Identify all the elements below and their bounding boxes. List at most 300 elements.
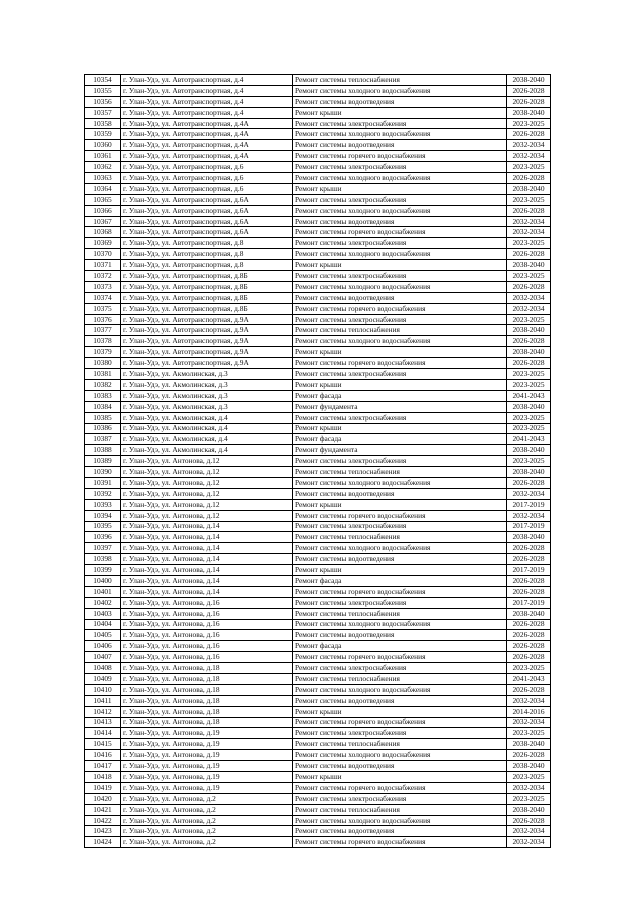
repair-schedule-table: [84, 74, 551, 848]
period-cell: 2041-2043: [507, 390, 551, 401]
address-cell: г. Улан-Удэ, ул. Автотранспортная, д.4А: [121, 118, 293, 129]
address-cell: г. Улан-Удэ, ул. Антонова, д.12: [121, 477, 293, 488]
row-number: 10394: [85, 510, 121, 521]
work-type-cell: Ремонт крыши: [293, 772, 507, 783]
period-cell: 2026-2028: [507, 205, 551, 216]
work-type-cell: Ремонт системы горячего водоснабжения: [293, 358, 507, 369]
table-row: [85, 521, 551, 532]
address-cell: г. Улан-Удэ, ул. Антонова, д.14: [121, 575, 293, 586]
row-number: 10361: [85, 151, 121, 162]
row-number: 10404: [85, 619, 121, 630]
table-row: [85, 434, 551, 445]
row-number: 10402: [85, 597, 121, 608]
row-number: 10398: [85, 554, 121, 565]
address-cell: г. Улан-Удэ, ул. Автотранспортная, д.8: [121, 249, 293, 260]
work-type-cell: Ремонт системы электроснабжения: [293, 793, 507, 804]
row-number: 10396: [85, 532, 121, 543]
table-row: [85, 194, 551, 205]
address-cell: г. Улан-Удэ, ул. Акмолинская, д.4: [121, 434, 293, 445]
table-row: [85, 684, 551, 695]
work-type-cell: Ремонт системы горячего водоснабжения: [293, 227, 507, 238]
work-type-cell: Ремонт крыши: [293, 183, 507, 194]
address-cell: г. Улан-Удэ, ул. Антонова, д.2: [121, 837, 293, 848]
work-type-cell: Ремонт системы горячего водоснабжения: [293, 837, 507, 848]
table-row: [85, 107, 551, 118]
table-row: [85, 739, 551, 750]
work-type-cell: Ремонт системы холодного водоснабжения: [293, 336, 507, 347]
address-cell: г. Улан-Удэ, ул. Акмолинская, д.4: [121, 445, 293, 456]
row-number: 10370: [85, 249, 121, 260]
period-cell: 2026-2028: [507, 129, 551, 140]
table-row: [85, 205, 551, 216]
row-number: 10381: [85, 369, 121, 380]
work-type-cell: Ремонт системы холодного водоснабжения: [293, 249, 507, 260]
row-number: 10356: [85, 96, 121, 107]
period-cell: 2038-2040: [507, 532, 551, 543]
table-row: [85, 358, 551, 369]
row-number: 10369: [85, 238, 121, 249]
table-row: [85, 608, 551, 619]
row-number: 10418: [85, 772, 121, 783]
period-cell: 2026-2028: [507, 684, 551, 695]
address-cell: г. Улан-Удэ, ул. Акмолинская, д.3: [121, 401, 293, 412]
address-cell: г. Улан-Удэ, ул. Антонова, д.16: [121, 597, 293, 608]
work-type-cell: Ремонт системы водоотведения: [293, 96, 507, 107]
table-row: [85, 815, 551, 826]
table-row: [85, 782, 551, 793]
address-cell: г. Улан-Удэ, ул. Автотранспортная, д.4А: [121, 129, 293, 140]
work-type-cell: Ремонт системы электроснабжения: [293, 663, 507, 674]
row-number: 10357: [85, 107, 121, 118]
address-cell: г. Улан-Удэ, ул. Антонова, д.2: [121, 804, 293, 815]
work-type-cell: Ремонт системы теплоснабжения: [293, 673, 507, 684]
row-number: 10417: [85, 761, 121, 772]
row-number: 10365: [85, 194, 121, 205]
table-row: [85, 96, 551, 107]
table-row: [85, 499, 551, 510]
work-type-cell: Ремонт системы электроснабжения: [293, 597, 507, 608]
table-row: [85, 423, 551, 434]
address-cell: г. Улан-Удэ, ул. Автотранспортная, д.9А: [121, 347, 293, 358]
period-cell: 2026-2028: [507, 85, 551, 96]
address-cell: г. Улан-Удэ, ул. Антонова, д.16: [121, 652, 293, 663]
address-cell: г. Улан-Удэ, ул. Автотранспортная, д.9А: [121, 325, 293, 336]
table-row: [85, 532, 551, 543]
period-cell: 2026-2028: [507, 750, 551, 761]
row-number: 10376: [85, 314, 121, 325]
row-number: 10368: [85, 227, 121, 238]
table-row: [85, 826, 551, 837]
address-cell: г. Улан-Удэ, ул. Автотранспортная, д.6А: [121, 205, 293, 216]
period-cell: 2038-2040: [507, 445, 551, 456]
address-cell: г. Улан-Удэ, ул. Автотранспортная, д.6А: [121, 216, 293, 227]
address-cell: г. Улан-Удэ, ул. Антонова, д.2: [121, 826, 293, 837]
table-row: [85, 554, 551, 565]
row-number: 10415: [85, 739, 121, 750]
row-number: 10422: [85, 815, 121, 826]
row-number: 10419: [85, 782, 121, 793]
work-type-cell: Ремонт системы водоотведения: [293, 216, 507, 227]
table-row: [85, 717, 551, 728]
row-number: 10372: [85, 271, 121, 282]
work-type-cell: Ремонт системы электроснабжения: [293, 238, 507, 249]
period-cell: 2032-2034: [507, 216, 551, 227]
row-number: 10395: [85, 521, 121, 532]
row-number: 10374: [85, 292, 121, 303]
work-type-cell: Ремонт системы горячего водоснабжения: [293, 782, 507, 793]
work-type-cell: Ремонт системы горячего водоснабжения: [293, 151, 507, 162]
period-cell: 2023-2025: [507, 423, 551, 434]
period-cell: 2026-2028: [507, 477, 551, 488]
period-cell: 2038-2040: [507, 325, 551, 336]
period-cell: 2038-2040: [507, 260, 551, 271]
period-cell: 2038-2040: [507, 75, 551, 86]
period-cell: 2023-2025: [507, 456, 551, 467]
row-number: 10386: [85, 423, 121, 434]
row-number: 10354: [85, 75, 121, 86]
address-cell: г. Улан-Удэ, ул. Автотранспортная, д.4: [121, 75, 293, 86]
period-cell: 2026-2028: [507, 173, 551, 184]
table-row: [85, 750, 551, 761]
table-row: [85, 369, 551, 380]
table-row: [85, 412, 551, 423]
period-cell: 2032-2034: [507, 782, 551, 793]
address-cell: г. Улан-Удэ, ул. Автотранспортная, д.8Б: [121, 303, 293, 314]
row-number: 10420: [85, 793, 121, 804]
table-row: [85, 390, 551, 401]
period-cell: 2026-2028: [507, 554, 551, 565]
work-type-cell: Ремонт системы электроснабжения: [293, 456, 507, 467]
work-type-cell: Ремонт системы электроснабжения: [293, 118, 507, 129]
period-cell: 2038-2040: [507, 608, 551, 619]
period-cell: 2023-2025: [507, 379, 551, 390]
period-cell: 2038-2040: [507, 401, 551, 412]
table-row: [85, 162, 551, 173]
table-row: [85, 673, 551, 684]
table-row: [85, 445, 551, 456]
period-cell: 2023-2025: [507, 793, 551, 804]
work-type-cell: Ремонт системы холодного водоснабжения: [293, 205, 507, 216]
period-cell: 2026-2028: [507, 619, 551, 630]
work-type-cell: Ремонт системы электроснабжения: [293, 271, 507, 282]
address-cell: г. Улан-Удэ, ул. Антонова, д.19: [121, 772, 293, 783]
work-type-cell: Ремонт системы холодного водоснабжения: [293, 750, 507, 761]
work-type-cell: Ремонт системы водоотведения: [293, 292, 507, 303]
work-type-cell: Ремонт системы электроснабжения: [293, 314, 507, 325]
work-type-cell: Ремонт системы холодного водоснабжения: [293, 477, 507, 488]
row-number: 10408: [85, 663, 121, 674]
address-cell: г. Улан-Удэ, ул. Автотранспортная, д.6: [121, 162, 293, 173]
period-cell: 2038-2040: [507, 467, 551, 478]
period-cell: 2023-2025: [507, 271, 551, 282]
table-row: [85, 586, 551, 597]
period-cell: 2041-2043: [507, 673, 551, 684]
address-cell: г. Улан-Удэ, ул. Акмолинская, д.4: [121, 423, 293, 434]
address-cell: г. Улан-Удэ, ул. Антонова, д.12: [121, 510, 293, 521]
address-cell: г. Улан-Удэ, ул. Автотранспортная, д.4А: [121, 151, 293, 162]
row-number: 10377: [85, 325, 121, 336]
period-cell: 2026-2028: [507, 336, 551, 347]
work-type-cell: Ремонт системы горячего водоснабжения: [293, 717, 507, 728]
period-cell: 2026-2028: [507, 249, 551, 260]
work-type-cell: Ремонт системы водоотведения: [293, 488, 507, 499]
table-row: [85, 227, 551, 238]
row-number: 10387: [85, 434, 121, 445]
period-cell: 2032-2034: [507, 510, 551, 521]
period-cell: 2032-2034: [507, 292, 551, 303]
work-type-cell: Ремонт системы водоотведения: [293, 140, 507, 151]
period-cell: 2038-2040: [507, 183, 551, 194]
table-row: [85, 477, 551, 488]
address-cell: г. Улан-Удэ, ул. Антонова, д.18: [121, 673, 293, 684]
table-row: [85, 216, 551, 227]
table-row: [85, 249, 551, 260]
address-cell: г. Улан-Удэ, ул. Акмолинская, д.4: [121, 412, 293, 423]
address-cell: г. Улан-Удэ, ул. Антонова, д.19: [121, 728, 293, 739]
table-row: [85, 325, 551, 336]
period-cell: 2038-2040: [507, 107, 551, 118]
row-number: 10390: [85, 467, 121, 478]
work-type-cell: Ремонт системы холодного водоснабжения: [293, 173, 507, 184]
work-type-cell: Ремонт крыши: [293, 565, 507, 576]
row-number: 10358: [85, 118, 121, 129]
table-row: [85, 641, 551, 652]
period-cell: 2032-2034: [507, 695, 551, 706]
period-cell: 2017-2019: [507, 565, 551, 576]
period-cell: 2023-2025: [507, 772, 551, 783]
row-number: 10401: [85, 586, 121, 597]
address-cell: г. Улан-Удэ, ул. Акмолинская, д.3: [121, 379, 293, 390]
address-cell: г. Улан-Удэ, ул. Антонова, д.14: [121, 532, 293, 543]
address-cell: г. Улан-Удэ, ул. Автотранспортная, д.8Б: [121, 271, 293, 282]
period-cell: 2038-2040: [507, 347, 551, 358]
work-type-cell: Ремонт системы водоотведения: [293, 695, 507, 706]
row-number: 10388: [85, 445, 121, 456]
table-row: [85, 652, 551, 663]
work-type-cell: Ремонт системы горячего водоснабжения: [293, 303, 507, 314]
table-row: [85, 75, 551, 86]
row-number: 10400: [85, 575, 121, 586]
row-number: 10380: [85, 358, 121, 369]
table-row: [85, 129, 551, 140]
table-row: [85, 347, 551, 358]
work-type-cell: Ремонт системы холодного водоснабжения: [293, 281, 507, 292]
work-type-cell: Ремонт крыши: [293, 347, 507, 358]
address-cell: г. Улан-Удэ, ул. Антонова, д.16: [121, 641, 293, 652]
period-cell: 2032-2034: [507, 826, 551, 837]
table-row: [85, 292, 551, 303]
table-row: [85, 793, 551, 804]
row-number: 10378: [85, 336, 121, 347]
address-cell: г. Улан-Удэ, ул. Акмолинская, д.3: [121, 369, 293, 380]
address-cell: г. Улан-Удэ, ул. Автотранспортная, д.6А: [121, 194, 293, 205]
address-cell: г. Улан-Удэ, ул. Автотранспортная, д.6: [121, 173, 293, 184]
table-body: [85, 75, 551, 848]
address-cell: г. Улан-Удэ, ул. Антонова, д.14: [121, 543, 293, 554]
address-cell: г. Улан-Удэ, ул. Автотранспортная, д.4: [121, 107, 293, 118]
work-type-cell: Ремонт системы холодного водоснабжения: [293, 129, 507, 140]
work-type-cell: Ремонт системы холодного водоснабжения: [293, 85, 507, 96]
address-cell: г. Улан-Удэ, ул. Автотранспортная, д.6: [121, 183, 293, 194]
address-cell: г. Улан-Удэ, ул. Антонова, д.2: [121, 793, 293, 804]
period-cell: 2026-2028: [507, 281, 551, 292]
address-cell: г. Улан-Удэ, ул. Антонова, д.14: [121, 565, 293, 576]
address-cell: г. Улан-Удэ, ул. Автотранспортная, д.8Б: [121, 281, 293, 292]
table-row: [85, 695, 551, 706]
work-type-cell: Ремонт крыши: [293, 260, 507, 271]
table-row: [85, 597, 551, 608]
work-type-cell: Ремонт системы электроснабжения: [293, 194, 507, 205]
row-number: 10383: [85, 390, 121, 401]
table-row: [85, 630, 551, 641]
period-cell: 2032-2034: [507, 303, 551, 314]
period-cell: 2026-2028: [507, 586, 551, 597]
row-number: 10393: [85, 499, 121, 510]
row-number: 10399: [85, 565, 121, 576]
address-cell: г. Улан-Удэ, ул. Антонова, д.12: [121, 467, 293, 478]
period-cell: 2023-2025: [507, 412, 551, 423]
work-type-cell: Ремонт фасада: [293, 390, 507, 401]
address-cell: г. Улан-Удэ, ул. Антонова, д.18: [121, 695, 293, 706]
table-row: [85, 565, 551, 576]
row-number: 10373: [85, 281, 121, 292]
row-number: 10413: [85, 717, 121, 728]
work-type-cell: Ремонт системы водоотведения: [293, 761, 507, 772]
address-cell: г. Улан-Удэ, ул. Автотранспортная, д.6А: [121, 227, 293, 238]
table-row: [85, 303, 551, 314]
row-number: 10421: [85, 804, 121, 815]
work-type-cell: Ремонт системы холодного водоснабжения: [293, 619, 507, 630]
row-number: 10389: [85, 456, 121, 467]
period-cell: 2017-2019: [507, 597, 551, 608]
row-number: 10410: [85, 684, 121, 695]
table-row: [85, 151, 551, 162]
period-cell: 2032-2034: [507, 837, 551, 848]
work-type-cell: Ремонт системы холодного водоснабжения: [293, 543, 507, 554]
row-number: 10362: [85, 162, 121, 173]
row-number: 10355: [85, 85, 121, 96]
work-type-cell: Ремонт фундамента: [293, 445, 507, 456]
row-number: 10382: [85, 379, 121, 390]
period-cell: 2032-2034: [507, 140, 551, 151]
row-number: 10375: [85, 303, 121, 314]
work-type-cell: Ремонт фасада: [293, 434, 507, 445]
work-type-cell: Ремонт фасада: [293, 641, 507, 652]
address-cell: г. Улан-Удэ, ул. Антонова, д.18: [121, 717, 293, 728]
table-row: [85, 804, 551, 815]
period-cell: 2038-2040: [507, 761, 551, 772]
period-cell: 2038-2040: [507, 739, 551, 750]
row-number: 10371: [85, 260, 121, 271]
address-cell: г. Улан-Удэ, ул. Автотранспортная, д.8: [121, 260, 293, 271]
row-number: 10407: [85, 652, 121, 663]
address-cell: г. Улан-Удэ, ул. Антонова, д.18: [121, 663, 293, 674]
address-cell: г. Улан-Удэ, ул. Антонова, д.19: [121, 739, 293, 750]
address-cell: г. Улан-Удэ, ул. Автотранспортная, д.9А: [121, 358, 293, 369]
row-number: 10423: [85, 826, 121, 837]
table-row: [85, 728, 551, 739]
table-row: [85, 140, 551, 151]
table-row: [85, 575, 551, 586]
work-type-cell: Ремонт системы электроснабжения: [293, 521, 507, 532]
address-cell: г. Улан-Удэ, ул. Антонова, д.14: [121, 554, 293, 565]
period-cell: 2032-2034: [507, 717, 551, 728]
work-type-cell: Ремонт системы теплоснабжения: [293, 75, 507, 86]
address-cell: г. Улан-Удэ, ул. Антонова, д.2: [121, 815, 293, 826]
address-cell: г. Улан-Удэ, ул. Автотранспортная, д.4А: [121, 140, 293, 151]
row-number: 10379: [85, 347, 121, 358]
address-cell: г. Улан-Удэ, ул. Антонова, д.12: [121, 488, 293, 499]
period-cell: 2041-2043: [507, 434, 551, 445]
row-number: 10366: [85, 205, 121, 216]
row-number: 10397: [85, 543, 121, 554]
work-type-cell: Ремонт системы электроснабжения: [293, 412, 507, 423]
table-row: [85, 118, 551, 129]
work-type-cell: Ремонт системы электроснабжения: [293, 162, 507, 173]
row-number: 10385: [85, 412, 121, 423]
table-row: [85, 271, 551, 282]
period-cell: 2026-2028: [507, 652, 551, 663]
table-row: [85, 488, 551, 499]
work-type-cell: Ремонт системы водоотведения: [293, 826, 507, 837]
row-number: 10403: [85, 608, 121, 619]
period-cell: 2026-2028: [507, 575, 551, 586]
table-row: [85, 238, 551, 249]
table-row: [85, 543, 551, 554]
row-number: 10412: [85, 706, 121, 717]
work-type-cell: Ремонт системы теплоснабжения: [293, 325, 507, 336]
table-row: [85, 379, 551, 390]
row-number: 10367: [85, 216, 121, 227]
address-cell: г. Улан-Удэ, ул. Антонова, д.19: [121, 761, 293, 772]
table-row: [85, 183, 551, 194]
period-cell: 2038-2040: [507, 804, 551, 815]
address-cell: г. Улан-Удэ, ул. Антонова, д.16: [121, 619, 293, 630]
period-cell: 2023-2025: [507, 314, 551, 325]
period-cell: 2032-2034: [507, 488, 551, 499]
table-row: [85, 173, 551, 184]
table-row: [85, 314, 551, 325]
row-number: 10416: [85, 750, 121, 761]
period-cell: 2026-2028: [507, 358, 551, 369]
table-row: [85, 456, 551, 467]
period-cell: 2026-2028: [507, 630, 551, 641]
period-cell: 2026-2028: [507, 543, 551, 554]
work-type-cell: Ремонт фундамента: [293, 401, 507, 412]
work-type-cell: Ремонт крыши: [293, 499, 507, 510]
address-cell: г. Улан-Удэ, ул. Антонова, д.14: [121, 521, 293, 532]
work-type-cell: Ремонт системы водоотведения: [293, 630, 507, 641]
address-cell: г. Улан-Удэ, ул. Антонова, д.18: [121, 684, 293, 695]
table-row: [85, 401, 551, 412]
work-type-cell: Ремонт крыши: [293, 107, 507, 118]
table-row: [85, 281, 551, 292]
row-number: 10409: [85, 673, 121, 684]
table-row: [85, 706, 551, 717]
period-cell: 2023-2025: [507, 369, 551, 380]
period-cell: 2023-2025: [507, 162, 551, 173]
work-type-cell: Ремонт системы теплоснабжения: [293, 608, 507, 619]
period-cell: 2023-2025: [507, 238, 551, 249]
address-cell: г. Улан-Удэ, ул. Антонова, д.12: [121, 499, 293, 510]
period-cell: 2014-2016: [507, 706, 551, 717]
address-cell: г. Улан-Удэ, ул. Автотранспортная, д.9А: [121, 336, 293, 347]
address-cell: г. Улан-Удэ, ул. Антонова, д.18: [121, 706, 293, 717]
address-cell: г. Улан-Удэ, ул. Автотранспортная, д.8Б: [121, 292, 293, 303]
address-cell: г. Улан-Удэ, ул. Автотранспортная, д.8: [121, 238, 293, 249]
work-type-cell: Ремонт системы холодного водоснабжения: [293, 684, 507, 695]
work-type-cell: Ремонт фасада: [293, 575, 507, 586]
